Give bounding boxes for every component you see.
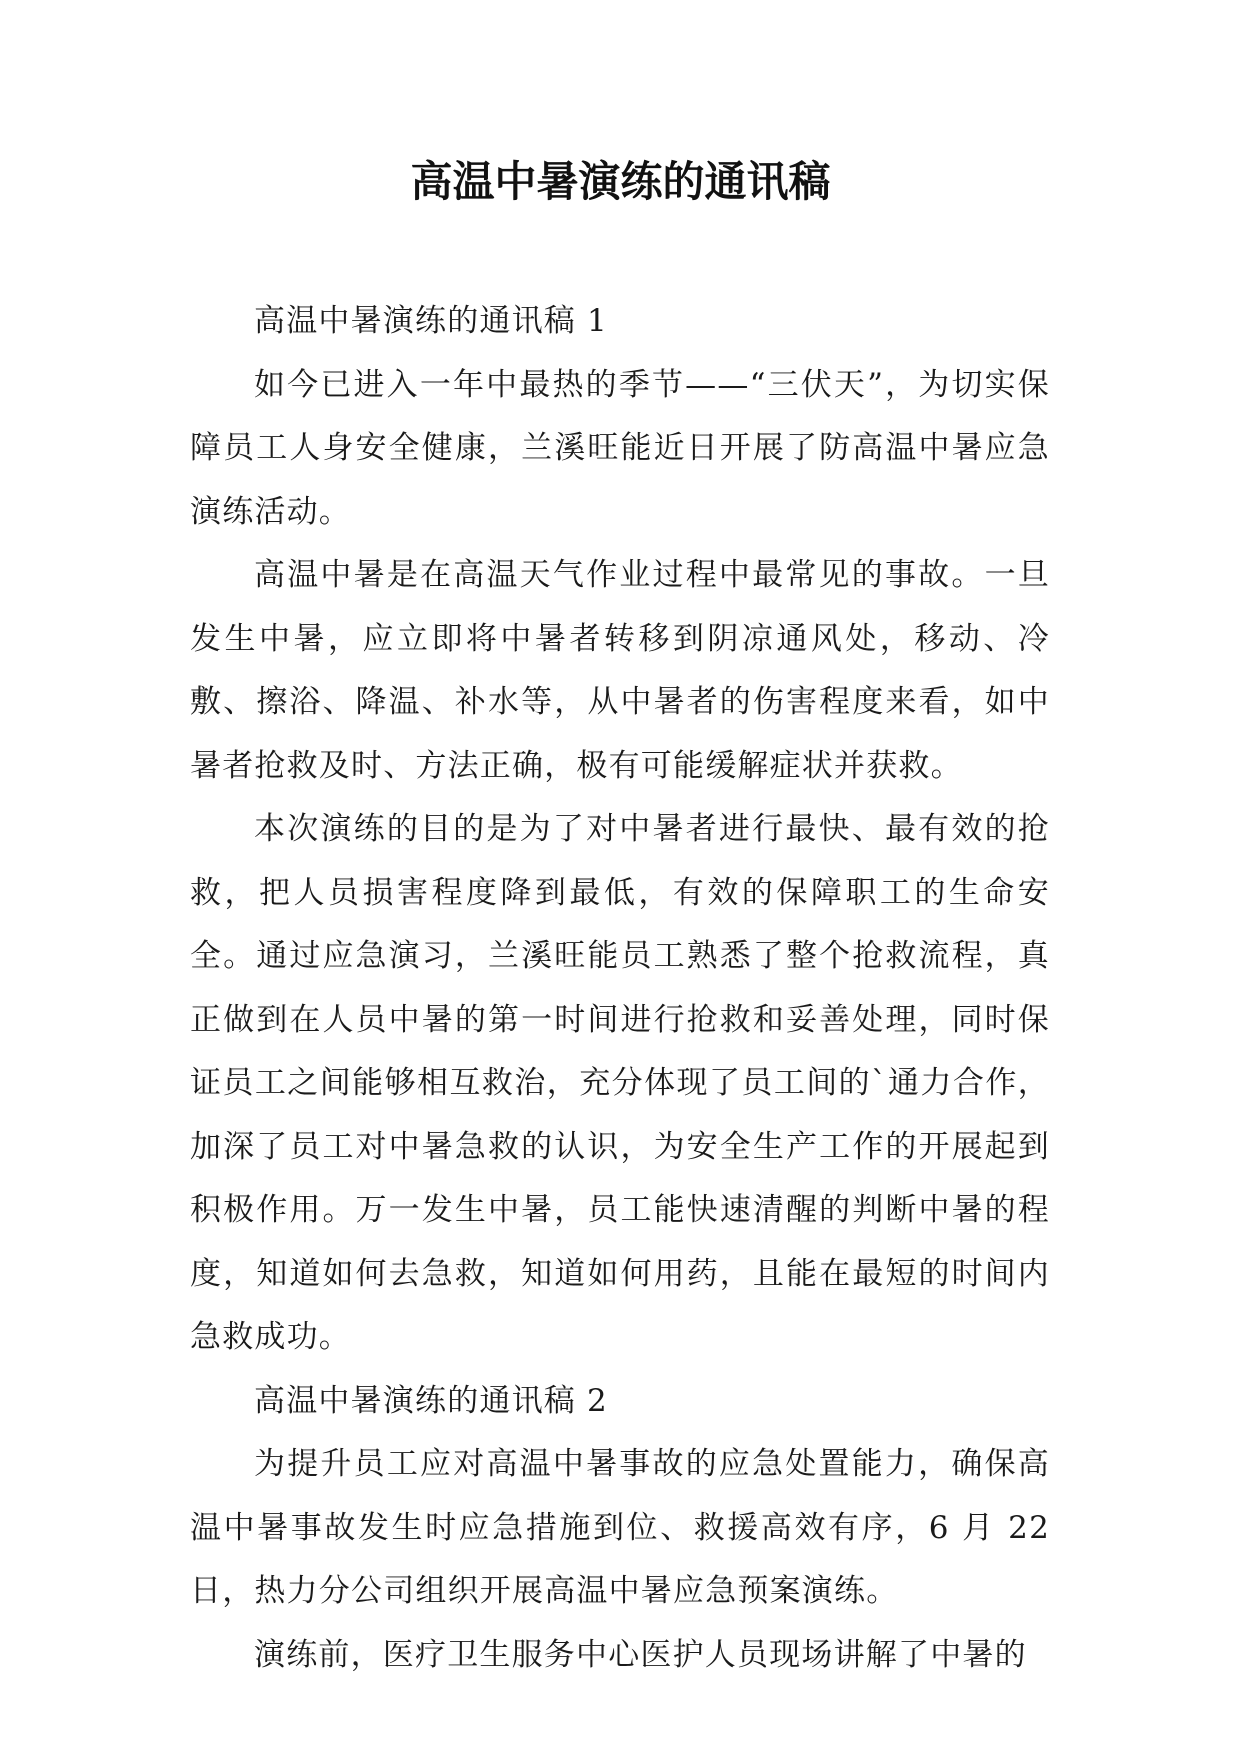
paragraph-1: 如今已进入一年中最热的季节——“三伏天”，为切实保障员工人身安全健康，兰溪旺能近日开展了防高温中暑应急演练活动。 <box>190 366 1050 530</box>
paragraph-3: 本次演练的目的是为了对中暑者进行最快、最有效的抢救，把人员损害程度降到最低，有效的保障职工的生命安全。通过应急演习，兰溪旺能员工熟悉了整个抢救流程，真正做到在人员中暑的第一时间进行抢救和妥善处理，同时保证员工之间能够相互救治，充分体现了员工间的`通力合作，加深了员工对中暑急救的认识，为安全生产工作的开展起到积极作用。万一发生中暑，员工能快速清醒的判断中暑的程度，知道如何去急救，知道如何用药，且能在最短的时间内急救成功。 <box>190 811 1050 1355</box>
document-body <box>190 290 1050 1687</box>
section-heading-1: 高温中暑演练的通讯稿 1 <box>254 303 608 339</box>
section-heading-2: 高温中暑演练的通讯稿 2 <box>254 1382 608 1419</box>
document-title: 高温中暑演练的通讯稿 <box>410 157 831 206</box>
paragraph-5: 演练前，医疗卫生服务中心医护人员现场讲解了中暑的 <box>254 1636 1027 1673</box>
paragraph-4: 为提升员工应对高温中暑事故的应急处置能力，确保高温中暑事故发生时应急措施到位、救援高效有序，6 月 22 日，热力分公司组织开展高温中暑应急预案演练。 <box>190 1446 1050 1609</box>
paragraph-2: 高温中暑是在高温天气作业过程中最常见的事故。一旦发生中暑，应立即将中暑者转移到阴凉通风处，移动、冷敷、擦浴、降温、补水等，从中暑者的伤害程度来看，如中暑者抢救及时、方法正确，极有可能缓解症状并获救。 <box>190 557 1050 784</box>
